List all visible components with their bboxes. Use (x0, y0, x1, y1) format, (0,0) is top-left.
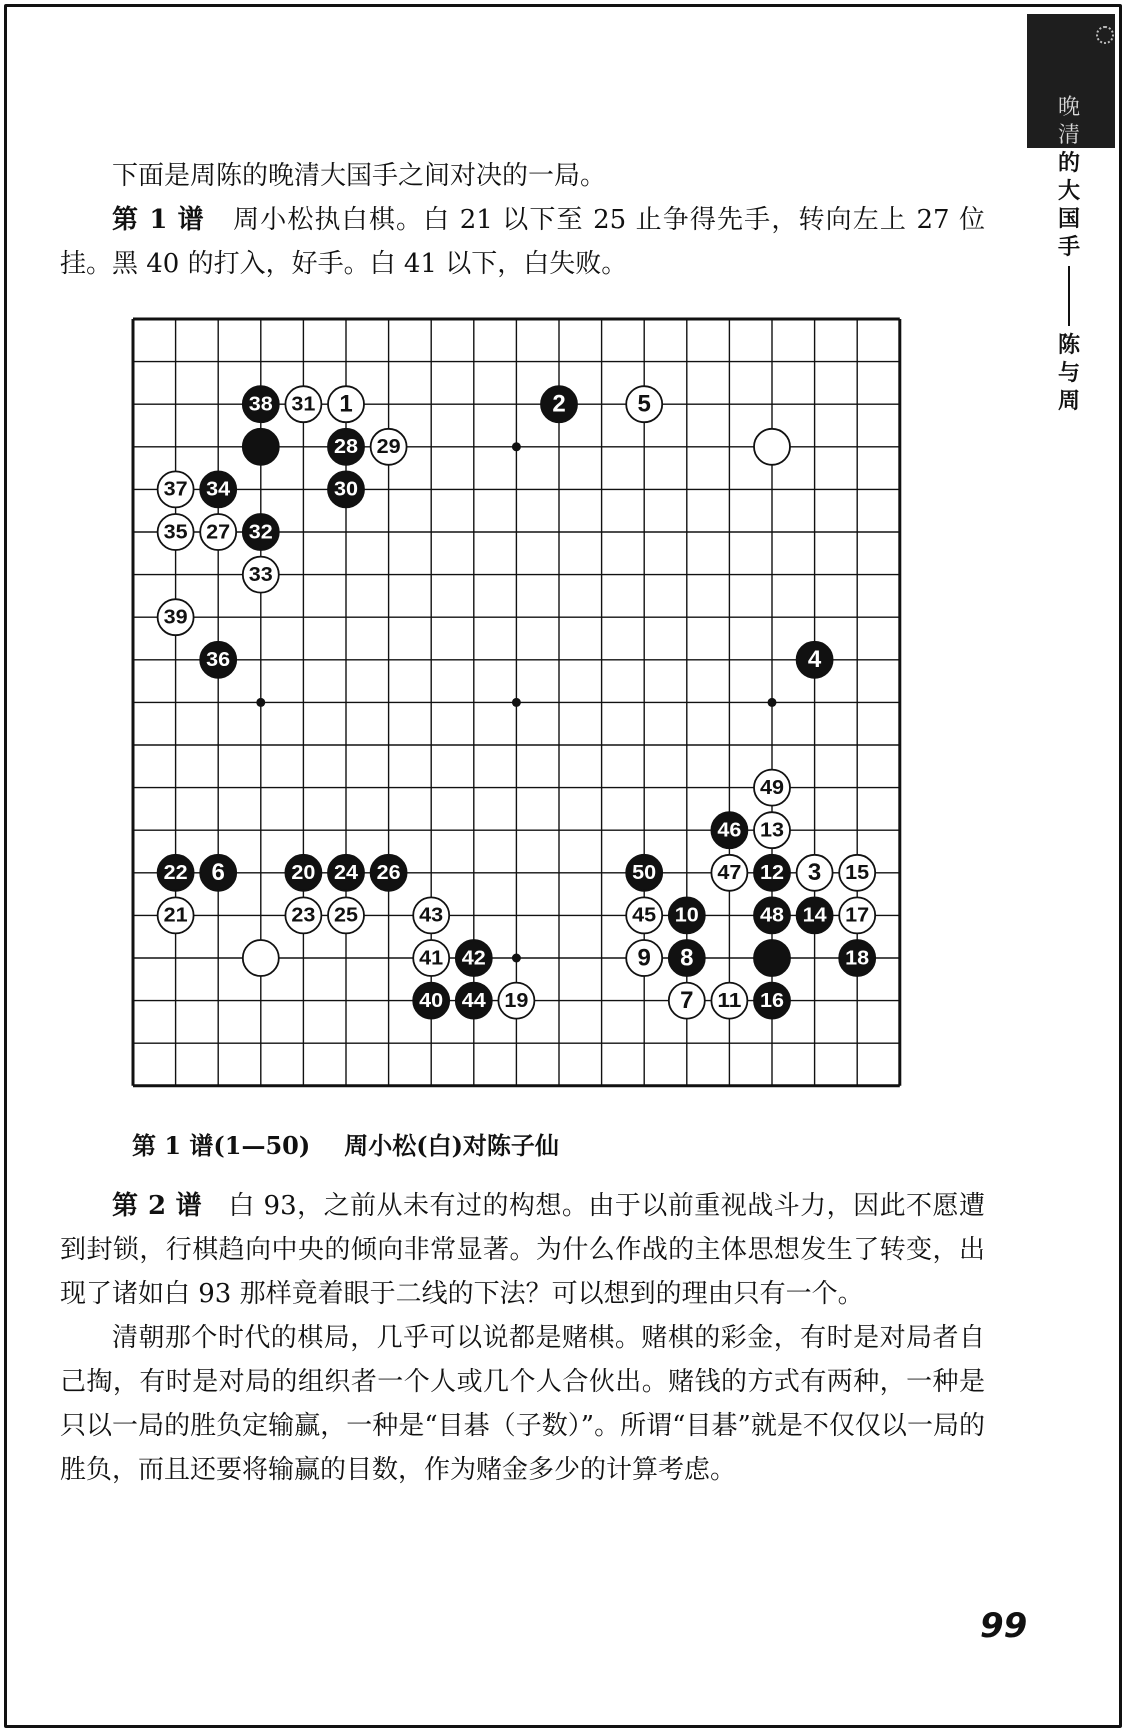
white-stone (754, 770, 790, 806)
stone-move-number: 24 (334, 862, 359, 885)
stone-move-number: 35 (163, 521, 188, 544)
stone-move-number: 6 (211, 859, 225, 887)
stone-move-number: 9 (637, 944, 651, 972)
white-stone (797, 855, 833, 891)
white-stone (498, 983, 534, 1019)
black-stone (797, 642, 833, 678)
page-number: 99 (980, 1606, 1028, 1646)
black-stone (626, 855, 662, 891)
stone-move-number: 45 (632, 904, 657, 927)
stone-move-number: 46 (717, 819, 742, 842)
black-stone (413, 983, 449, 1019)
white-stone (711, 983, 747, 1019)
white-stone (243, 557, 279, 593)
chapter-char: 陈 (1057, 333, 1080, 358)
black-stone (797, 897, 833, 933)
black-stone (285, 855, 321, 891)
stone-move-number: 13 (760, 819, 784, 842)
star-point (768, 698, 777, 707)
black-stone (328, 429, 364, 465)
white-stone (158, 471, 194, 507)
diagram-text: 周小松执白棋。白 21 以下至 25 止争得先手，转向左上 27 位挂。黑 40 的打入，好手。白 41 以下，白失败。 (60, 205, 985, 279)
body-text (60, 1184, 985, 1492)
intro-text: 下面是周陈的晚清大国手之间对决的一局。 (112, 161, 607, 191)
white-stone (839, 897, 875, 933)
white-stone (626, 897, 662, 933)
white-stone (371, 429, 407, 465)
paragraph-text: 白 93，之前从未有过的构想。由于以前重视战斗力，因此不愿遭到封锁，行棋趋向中央的倾向非常显著。为什么作战的主体思想发生了转变，出现了诸如白 93 那样竟着眼于二线的下法？可以想到的理由只有一个。 (60, 1191, 986, 1309)
stone-move-number: 4 (807, 646, 822, 674)
stone-move-number: 11 (717, 989, 742, 1012)
black-stone (200, 855, 236, 891)
stone-move-number: 26 (376, 862, 401, 885)
white-stone (626, 940, 662, 976)
stone-move-number: 16 (760, 989, 784, 1012)
stone-move-number: 32 (248, 521, 273, 544)
stone-move-number: 27 (206, 521, 231, 544)
chapter-char: 与 (1057, 361, 1080, 386)
stone-move-number: 30 (334, 478, 358, 501)
white-stone (754, 812, 790, 848)
stone-move-number: 23 (291, 904, 316, 927)
white-stone (158, 514, 194, 550)
stone-move-number: 37 (163, 478, 188, 501)
caption-label: 第 1 谱(1—50) (132, 1131, 311, 1160)
stone-move-number: 18 (845, 947, 870, 970)
chapter-char: 清 (1057, 123, 1080, 148)
black-stone (669, 897, 705, 933)
stone-move-number: 17 (845, 904, 870, 927)
white-stone (754, 429, 790, 465)
stone-move-number: 14 (802, 904, 828, 927)
stone-move-number: 48 (760, 904, 784, 927)
stone-move-number: 5 (637, 390, 651, 418)
white-stone (669, 983, 705, 1019)
white-stone (626, 386, 662, 422)
stone-move-number: 34 (206, 478, 232, 501)
stone-move-number: 43 (419, 904, 444, 927)
stone-move-number: 47 (717, 862, 742, 885)
white-stone (328, 897, 364, 933)
white-stone (839, 855, 875, 891)
stone-move-number: 44 (461, 989, 487, 1012)
stone-move-number: 40 (419, 989, 444, 1012)
black-stone (243, 429, 279, 465)
paragraph-2 (60, 1184, 985, 1316)
stone-move-number: 36 (206, 649, 231, 672)
white-stone (200, 514, 236, 550)
black-stone (200, 471, 236, 507)
white-stone (413, 897, 449, 933)
black-stone (541, 386, 577, 422)
black-stone (328, 855, 364, 891)
white-stone (328, 386, 364, 422)
stone-move-number: 38 (248, 393, 273, 416)
stone-move-number: 10 (674, 904, 699, 927)
star-point (512, 698, 521, 707)
white-stone (285, 386, 321, 422)
stone-move-number: 50 (632, 862, 657, 885)
stone-move-number: 31 (291, 393, 316, 416)
star-point (512, 954, 521, 963)
diagram-label: 第 1 谱 (112, 205, 205, 235)
black-stone (839, 940, 875, 976)
stone-move-number: 15 (845, 862, 870, 885)
caption-players: 周小松(白)对陈子仙 (344, 1131, 559, 1160)
stone-move-number: 2 (552, 390, 566, 418)
black-stone (456, 940, 492, 976)
stone-move-number: 22 (163, 862, 188, 885)
stone-move-number: 49 (760, 776, 784, 799)
black-stone (669, 940, 705, 976)
black-stone (243, 386, 279, 422)
stone-move-number: 1 (339, 390, 353, 418)
stone-move-number: 3 (807, 859, 822, 887)
stone-move-number: 7 (680, 986, 694, 1014)
white-stone (158, 599, 194, 635)
stone-move-number: 20 (291, 862, 316, 885)
diagram-label: 第 2 谱 (112, 1191, 203, 1221)
stone-move-number: 29 (376, 436, 401, 459)
black-stone (158, 855, 194, 891)
stone-move-number: 25 (334, 904, 358, 927)
black-stone (711, 812, 747, 848)
stone-move-number: 28 (334, 436, 358, 459)
stone-move-number: 8 (680, 944, 694, 972)
black-stone (754, 983, 790, 1019)
white-stone (285, 897, 321, 933)
stone-move-number: 42 (461, 947, 486, 970)
stone-move-number: 41 (419, 947, 444, 970)
black-stone (754, 855, 790, 891)
diagram-caption (132, 1126, 559, 1161)
black-stone (371, 855, 407, 891)
black-stone (200, 642, 236, 678)
star-point (512, 442, 521, 451)
black-stone (754, 897, 790, 933)
black-stone (456, 983, 492, 1019)
chapter-char: 手 (1057, 235, 1080, 260)
white-stone (413, 940, 449, 976)
white-stone (158, 897, 194, 933)
white-stone (711, 855, 747, 891)
star-point (256, 698, 265, 707)
chapter-char: 国 (1057, 207, 1080, 232)
chapter-char: 大 (1057, 179, 1080, 204)
stone-move-number: 19 (504, 989, 529, 1012)
stone-move-number: 33 (248, 563, 273, 586)
black-stone (754, 940, 790, 976)
white-stone (243, 940, 279, 976)
chapter-char: 的 (1057, 151, 1080, 176)
stone-move-number: 21 (163, 904, 188, 927)
stone-move-number: 39 (163, 606, 188, 629)
black-stone (328, 471, 364, 507)
stone-move-number: 12 (760, 862, 784, 885)
chapter-char: 周 (1057, 389, 1080, 414)
black-stone (243, 514, 279, 550)
paragraph-3: 清朝那个时代的棋局，几乎可以说都是赌棋。赌棋的彩金，有时是对局者自己掏，有时是对局的组织者一个人或几个人合伙出。赌钱的方式有两种，一种是只以一局的胜负定输赢，一种是“目碁（子数）”。所谓“目碁”就是不仅仅以一局的胜负，而且还要将输赢的目数，作为赌金多少的计算考虑。 (60, 1323, 985, 1485)
chapter-char: 晚 (1057, 95, 1080, 120)
